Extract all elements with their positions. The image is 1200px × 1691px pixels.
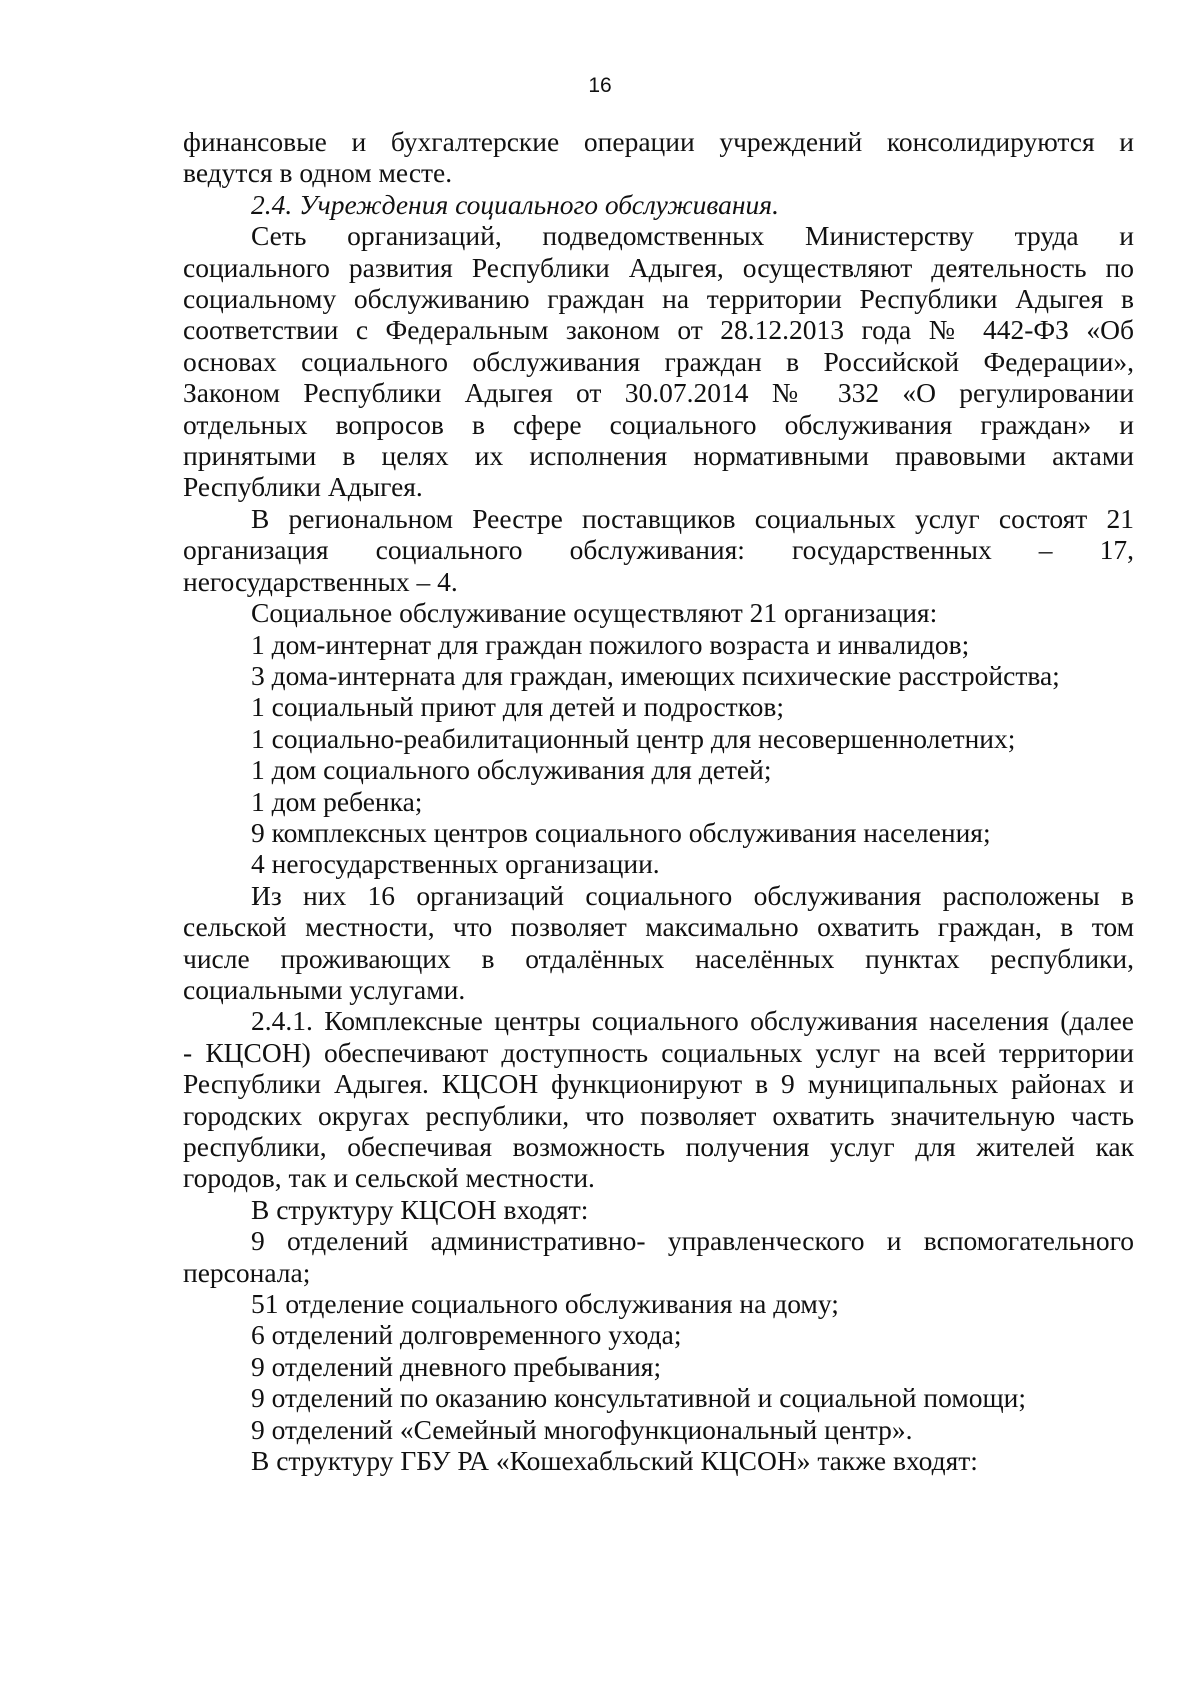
text-line: ведутся в одном месте. [183, 157, 453, 189]
text-line: городских округах республики, что позволяет охватить значительную часть [183, 1099, 1134, 1131]
text-line: социальными услугами. [183, 973, 466, 1005]
text-line: 9 отделений административно- управленческого и вспомогательного [251, 1225, 1134, 1257]
section-heading: 2.4. Учреждения социального обслуживания. [251, 188, 779, 220]
text-line: 6 отделений долговременного ухода; [251, 1319, 682, 1351]
text-line: 1 дом-интернат для граждан пожилого возраста и инвалидов; [251, 628, 970, 660]
text-line: 9 отделений дневного пребывания; [251, 1350, 662, 1382]
text-line: основах социального обслуживания граждан в Российской Федерации», [183, 345, 1134, 377]
text-line: отдельных вопросов в сфере социального обслуживания граждан» и [183, 408, 1134, 440]
text-line: социального развития Республики Адыгея, осуществляют деятельность по [183, 251, 1134, 283]
text-line: - КЦСОН) обеспечивают доступность социальных услуг на всей территории [183, 1036, 1134, 1068]
text-line: В структуру КЦСОН входят: [251, 1193, 589, 1225]
text-line: персонала; [183, 1256, 311, 1288]
text-line: 1 социально-реабилитационный центр для несовершеннолетних; [251, 722, 1016, 754]
text-line: Социальное обслуживание осуществляют 21 организация: [251, 597, 938, 629]
text-line: Республики Адыгея. КЦСОН функционируют в 9 муниципальных районах и [183, 1068, 1134, 1100]
text-line: 9 отделений по оказанию консультативной и социальной помощи; [251, 1382, 1027, 1414]
text-line: социальному обслуживанию граждан на территории Республики Адыгея в [183, 283, 1134, 315]
text-line: городов, так и сельской местности. [183, 1162, 595, 1194]
text-line: 1 дом социального обслуживания для детей; [251, 754, 772, 786]
text-line: организация социального обслуживания: государственных – 17, [183, 534, 1134, 566]
text-line: 4 негосударственных организации. [251, 848, 660, 880]
text-line: 3 дома-интерната для граждан, имеющих психические расстройства; [251, 659, 1060, 691]
text-line: Законом Республики Адыгея от 30.07.2014 № 332 «О регулировании [183, 377, 1134, 409]
text-line: 1 дом ребенка; [251, 785, 423, 817]
text-line: 9 комплексных центров социального обслуживания населения; [251, 816, 991, 848]
text-line: республики, обеспечивая возможность получения услуг для жителей как [183, 1131, 1134, 1162]
text-line: соответствии с Федеральным законом от 28.12.2013 года № 442-ФЗ «Об [183, 314, 1134, 346]
text-line: Республики Адыгея. [183, 471, 423, 503]
text-line: Из них 16 организаций социального обслуживания расположены в [251, 879, 1134, 911]
text-line: принятыми в целях их исполнения нормативными правовыми актами [183, 440, 1134, 472]
page-number: 16 [588, 74, 612, 97]
text-line: 51 отделение социального обслуживания на дому; [251, 1288, 839, 1320]
text-line: негосударственных – 4. [183, 565, 458, 597]
text-line: финансовые и бухгалтерские операции учреждений консолидируются и [183, 126, 1134, 157]
text-line: 9 отделений «Семейный многофункциональный центр». [251, 1413, 913, 1445]
document-body [183, 126, 1134, 1476]
text-line: 1 социальный приют для детей и подростков; [251, 691, 785, 723]
text-line: числе проживающих в отдалённых населённых пунктах республики, [183, 942, 1134, 974]
text-line: 2.4.1. Комплексные центры социального обслуживания населения (далее [251, 1005, 1134, 1037]
text-line: В региональном Реестре поставщиков социальных услуг состоят 21 [251, 502, 1134, 534]
text-line: Сеть организаций, подведомственных Министерству труда и [251, 220, 1134, 252]
text-line: В структуру ГБУ РА «Кошехабльский КЦСОН» также входят: [251, 1445, 978, 1477]
text-line: сельской местности, что позволяет максимально охватить граждан, в том [183, 911, 1134, 943]
